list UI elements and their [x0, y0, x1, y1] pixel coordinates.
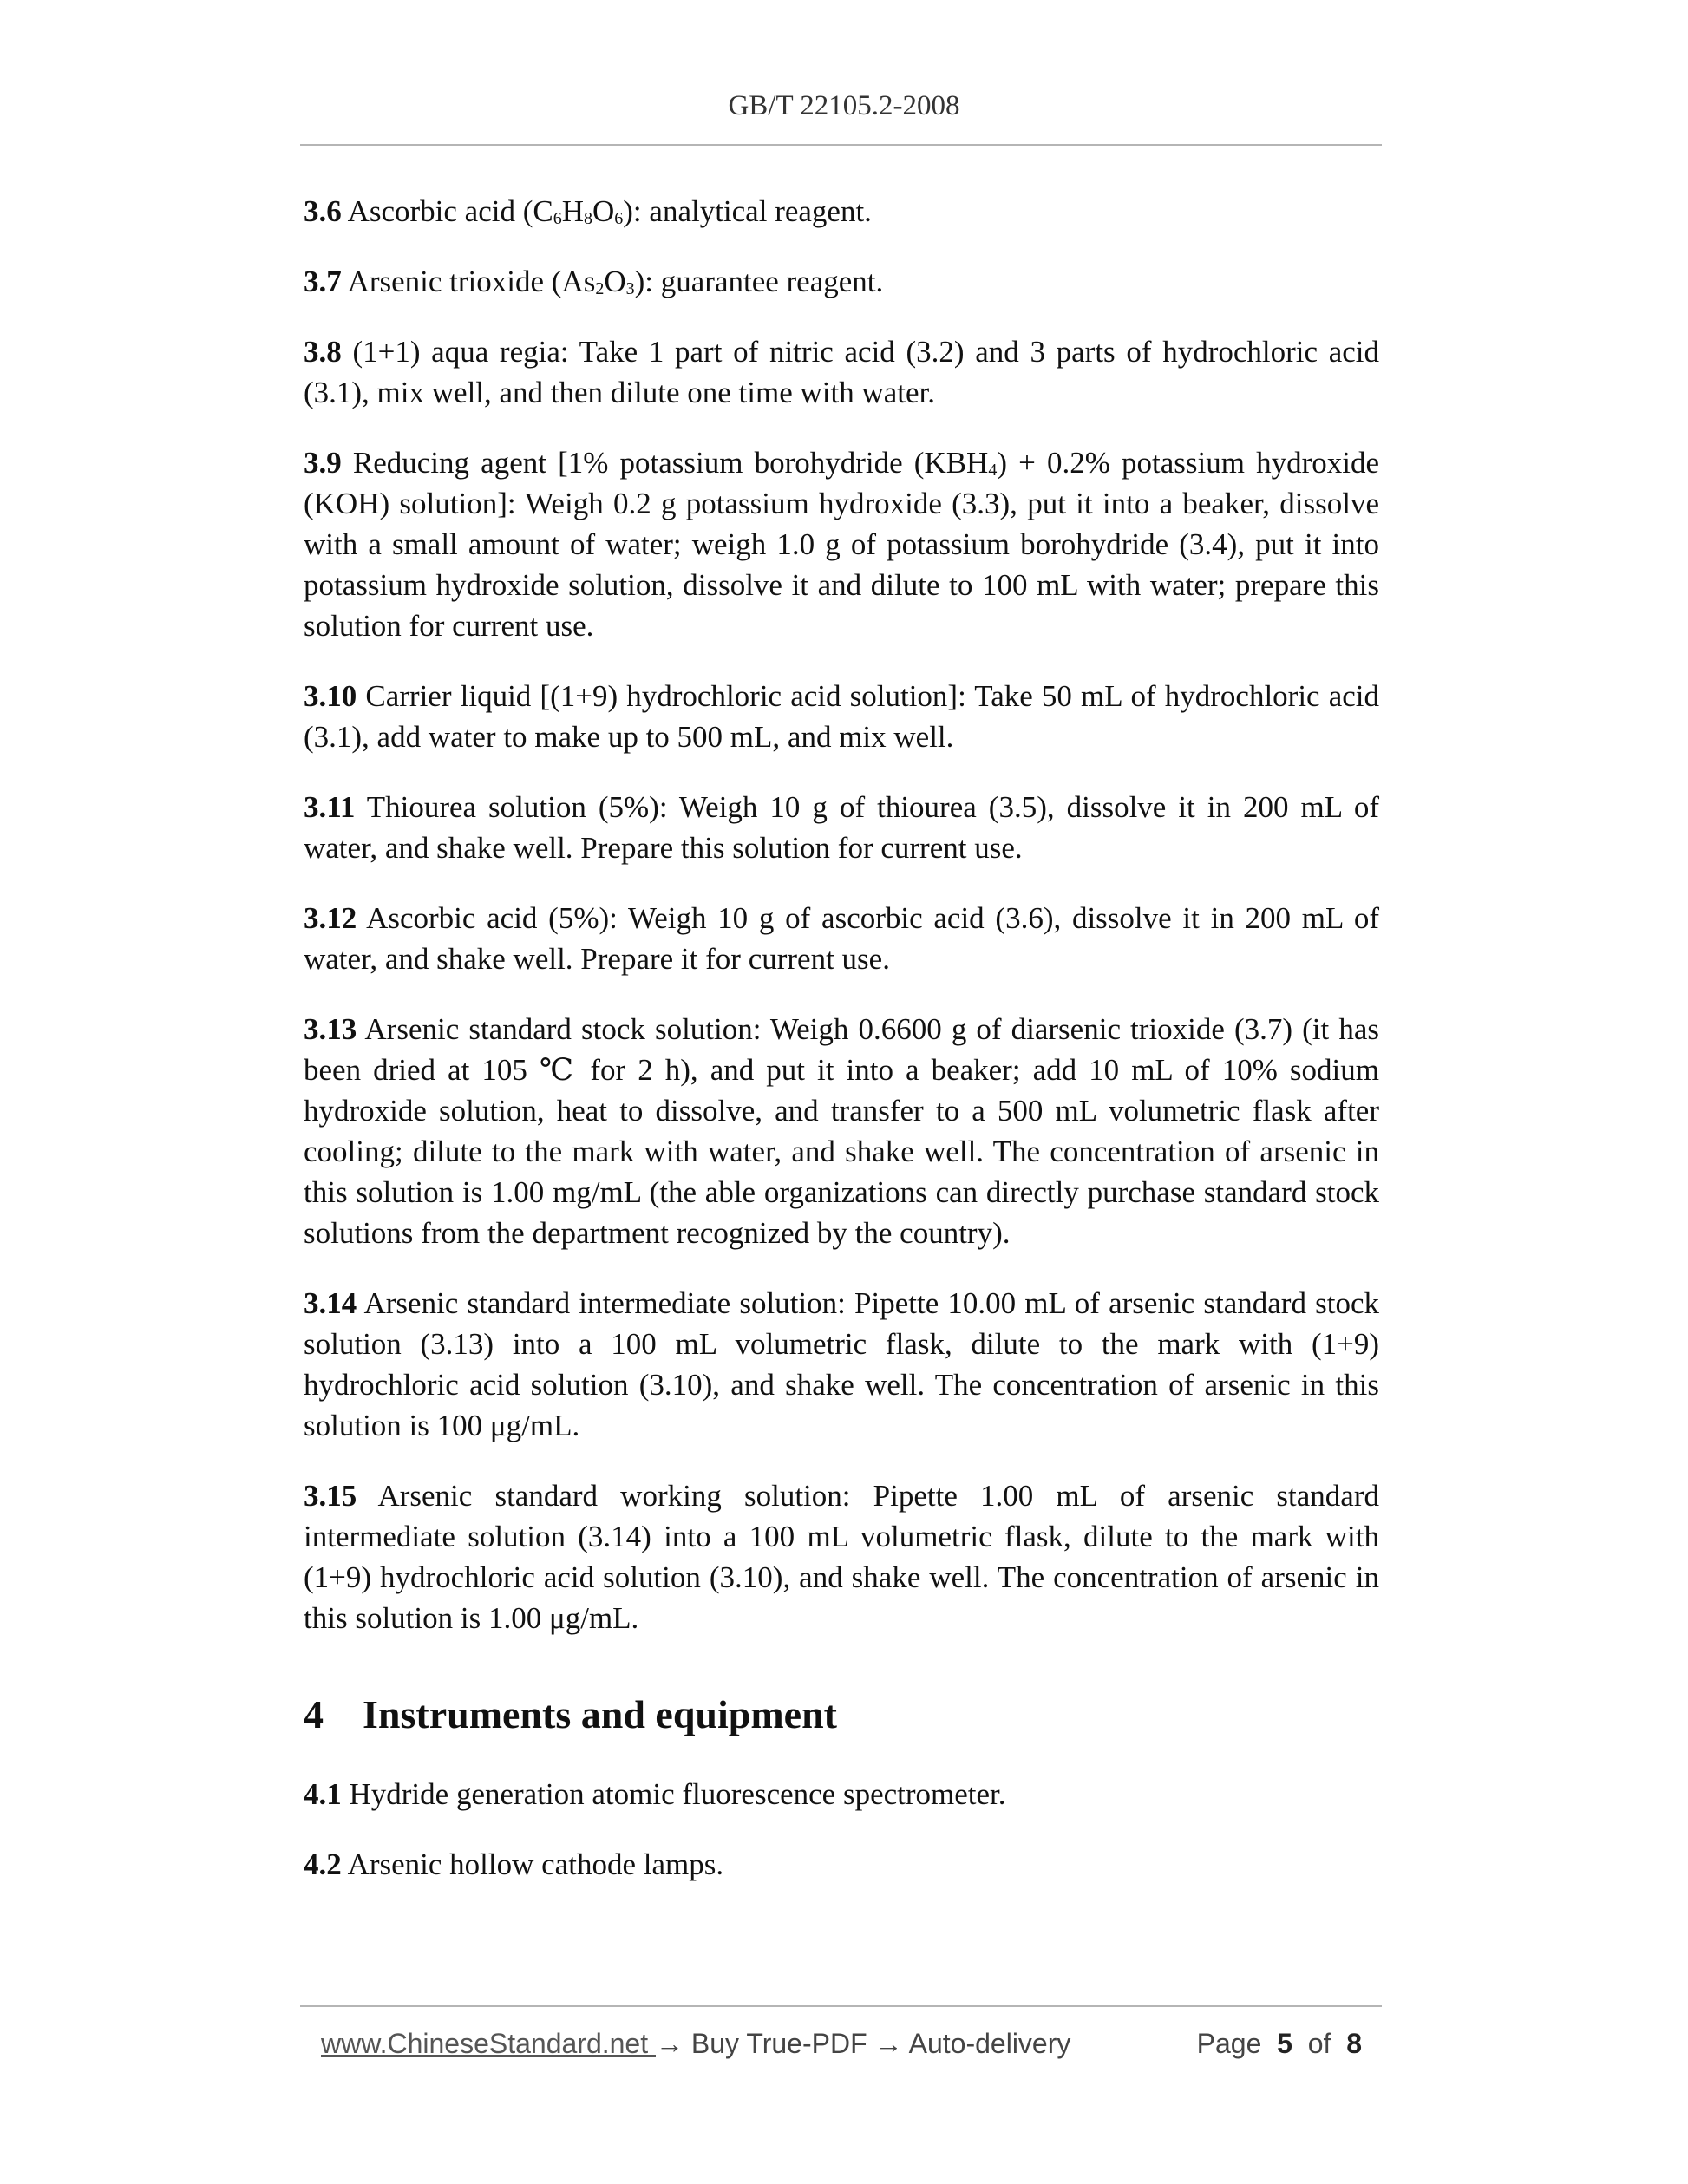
page-footer [321, 2028, 1362, 2060]
clause-text: (1+1) aqua regia: Take 1 part of nitric acid (3.2) and 3 parts of hydrochloric acid (3.1), mix well, and then dilute one time with water. [304, 335, 1380, 409]
clause-text: Thiourea solution (5%): Weigh 10 g of thiourea (3.5), dissolve it in 200 mL of water, and shake well. Prepare this solution for current use. [304, 790, 1379, 865]
section-title: Instruments and equipment [363, 1692, 837, 1736]
paragraph-3-7 [304, 261, 1379, 302]
clause-text: Hydride generation atomic fluorescence spectrometer. [349, 1777, 1006, 1811]
clause-number: 3.7 [304, 265, 342, 298]
arrow-right-icon: → [656, 2028, 684, 2059]
paragraph-4-1 [304, 1774, 1379, 1815]
paragraph-3-13 [304, 1009, 1379, 1253]
clause-number: 3.6 [304, 194, 342, 228]
clause-number: 3.14 [304, 1286, 357, 1320]
paragraph-3-14 [304, 1283, 1379, 1446]
clause-number: 3.15 [304, 1479, 357, 1513]
header-divider [300, 144, 1382, 146]
clause-number: 3.12 [304, 901, 357, 935]
buy-pdf-link[interactable]: Buy True-PDF [684, 2028, 875, 2059]
section-heading-4 [304, 1690, 1379, 1739]
clause-text: Ascorbic acid $(C_6H_8O_6)$: analytical reagent. [347, 194, 872, 228]
clause-number: 3.10 [304, 679, 357, 713]
clause-number: 3.13 [304, 1012, 357, 1046]
paragraph-4-2 [304, 1844, 1379, 1885]
clause-number: 4.2 [304, 1847, 342, 1881]
clause-number: 4.1 [304, 1777, 342, 1811]
auto-delivery-text: Auto-delivery [902, 2028, 1071, 2059]
clause-text: Arsenic hollow cathode lamps. [347, 1847, 724, 1881]
clause-text: Carrier liquid [(1+9) hydrochloric acid solution]: Take 50 mL of hydrochloric acid (3.1), add water to make up to 500 mL, and mix well. [304, 679, 1380, 754]
paragraph-3-9 [304, 442, 1379, 646]
paragraph-3-10 [304, 676, 1379, 757]
website-link[interactable]: www.ChineseStandard.net [321, 2028, 656, 2059]
header-standard-id: GB/T 22105.2-2008 [728, 90, 960, 121]
clause-text: Arsenic standard stock solution: Weigh 0.6600 g of diarsenic trioxide (3.7) (it has been dried at 105 ℃ for 2 h), and put it into a beaker; add 10 mL of 10% sodium hydroxide solution, heat to dissolve, and transfer to a 500 mL volumetric flask after cooling; dilute to the mark with water, and shake well. The concentration of arsenic in this solution is 1.00 mg/mL (the able organizations can directly purchase standard stock solutions from the department recognized by the country). [304, 1012, 1379, 1250]
total-pages: 8 [1346, 2028, 1362, 2059]
paragraph-3-15 [304, 1475, 1379, 1638]
clause-text: Ascorbic acid (5%): Weigh 10 g of ascorbic acid (3.6), dissolve it in 200 mL of water, and shake well. Prepare it for current use. [304, 901, 1379, 976]
clause-text: Reducing agent [1% potassium borohydride $(KBH_4) + 0.2\%$ potassium hydroxide (KOH) solution]: Weigh 0.2 g potassium hydroxide (3.3), put it into a beaker, dissolve with a small amount of water; weigh 1.0 g of potassium borohydride (3.4), put it into potassium hydroxide solution, dissolve it and dilute to 100 mL with water; prepare this solution for current use. [304, 446, 1380, 643]
current-page: 5 [1277, 2028, 1292, 2059]
clause-text: Arsenic standard working solution: Pipette 1.00 mL of arsenic standard intermediate solution (3.14) into a 100 mL volumetric flask, dilute to the mark with (1+9) hydrochloric acid solution (3.10), and shake well. The concentration of arsenic in this solution is 1.00 μg/mL. [304, 1479, 1379, 1635]
paragraph-3-12 [304, 898, 1379, 979]
clause-text: Arsenic standard intermediate solution: Pipette 10.00 mL of arsenic standard stock solution (3.13) into a 100 mL volumetric flask, dilute to the mark with (1+9) hydrochloric acid solution (3.10), and shake well. The concentration of arsenic in this solution is 100 μg/mL. [304, 1286, 1379, 1442]
clause-number: 3.8 [304, 335, 342, 369]
clause-number: 3.9 [304, 446, 342, 480]
section-number: 4 [304, 1692, 324, 1736]
clause-number: 3.11 [304, 790, 356, 824]
paragraph-3-11 [304, 787, 1379, 868]
footer-divider [300, 2005, 1382, 2007]
paragraph-3-6 [304, 191, 1379, 232]
arrow-right-icon: → [874, 2028, 903, 2059]
paragraph-3-8 [304, 331, 1379, 413]
page-indicator: Page 5 of 8 [1196, 2028, 1362, 2059]
clause-text: Arsenic trioxide $(As_2O_3)$: guarantee reagent. [347, 265, 884, 298]
document-body [304, 191, 1379, 1914]
